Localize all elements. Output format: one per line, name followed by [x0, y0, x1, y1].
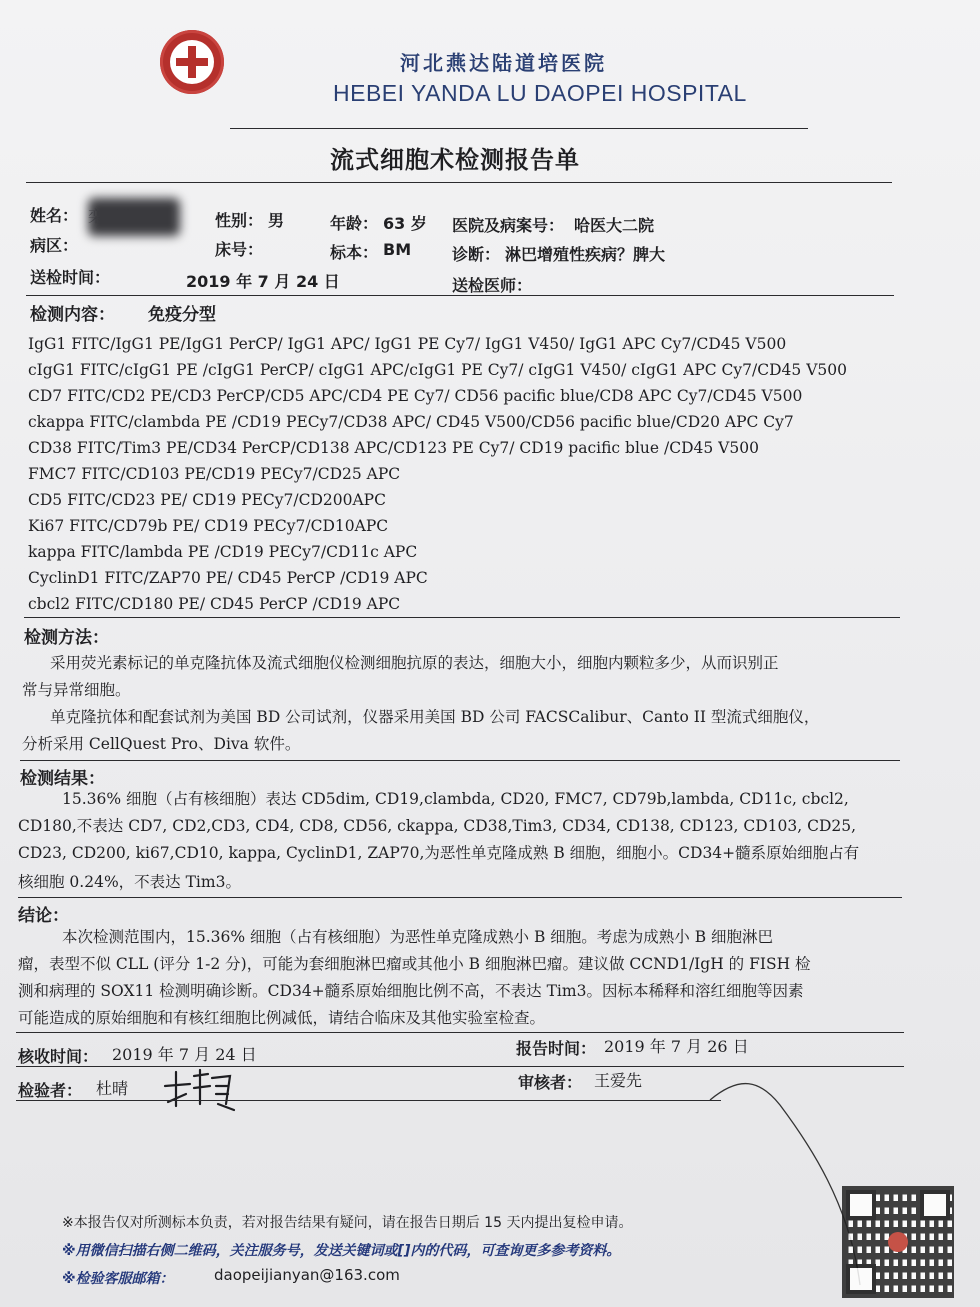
divider: [20, 760, 900, 761]
report-time-label: 报告时间：: [516, 1039, 597, 1058]
qr-code[interactable]: [842, 1186, 954, 1298]
specimen-label: 标本：: [330, 243, 379, 262]
panel-row: IgG1 FITC/IgG1 PE/IgG1 PerCP/ IgG1 APC/ IgG1 PE Cy7/ IgG1 V450/ IgG1 APC Cy7/CD45 V500: [28, 335, 787, 353]
conclusion-line: 可能造成的原始细胞和有核红细胞比例减低，请结合临床及其他实验室检查。: [18, 1009, 546, 1027]
panel-row: CD38 FITC/Tim3 PE/CD34 PerCP/CD138 APC/CD123 PE Cy7/ CD19 pacific blue /CD45 V500: [28, 439, 759, 457]
age-value: 63 岁: [383, 214, 427, 233]
divider: [24, 617, 900, 618]
reviewer-value: 王爱先: [594, 1071, 643, 1090]
age-label: 年龄：: [330, 214, 379, 233]
conclusion-label: 结论：: [18, 906, 69, 926]
specimen-value: BM: [383, 240, 412, 259]
check-time-label: 核收时间：: [18, 1047, 99, 1066]
result-line: CD180,不表达 CD7, CD2,CD3, CD4, CD8, CD56, ckappa, CD38,Tim3, CD34, CD138, CD123, CD103, CD25,: [18, 817, 857, 835]
gender-label: 性别：: [215, 211, 264, 230]
result-line: 核细胞 0.24%，不表达 Tim3。: [18, 873, 241, 891]
tester-label: 检验者：: [18, 1081, 83, 1100]
conclusion-line: 测和病理的 SOX11 检测明确诊断。CD34+髓系原始细胞比例不高，不表达 Tim3。因标本稀释和溶红细胞等因素: [18, 982, 804, 1000]
email-note-label: ※检验客服邮箱：: [62, 1271, 174, 1287]
panel-row: CD5 FITC/CD23 PE/ CD19 PECy7/CD200APC: [28, 491, 386, 509]
name-redaction: [88, 198, 180, 236]
panel-row: Ki67 FITC/CD79b PE/ CD19 PECy7/CD10APC: [28, 517, 389, 535]
submit-time-value: 2019 年 7 月 24 日: [186, 272, 340, 291]
divider: [18, 897, 902, 898]
diagnosis-label: 诊断：: [452, 245, 501, 264]
disclaimer-note: ※本报告仅对所测标本负责，若对报告结果有疑问，请在报告日期后 15 天内提出复检申请。: [62, 1215, 633, 1231]
hospital-name-cn: 河北燕达陆道培医院: [400, 51, 607, 75]
content-label: 检测内容：: [30, 305, 115, 325]
check-time-value: 2019 年 7 月 24 日: [112, 1045, 257, 1064]
divider: [16, 1066, 904, 1067]
conclusion-line: 本次检测范围内，15.36% 细胞（占有核细胞）为恶性单克隆成熟小 B 细胞。考虑为成熟小 B 细胞淋巴: [62, 928, 774, 946]
content-value: 免疫分型: [148, 305, 216, 325]
reviewer-label: 审核者：: [518, 1073, 583, 1092]
service-email[interactable]: daopeijianyan@163.com: [214, 1266, 400, 1284]
result-label: 检测结果：: [20, 769, 105, 789]
panel-row: FMC7 FITC/CD103 PE/CD19 PECy7/CD25 APC: [28, 465, 401, 483]
method-line: 采用荧光素标记的单克隆抗体及流式细胞仪检测细胞抗原的表达，细胞大小，细胞内颗粒多少，从而识别正: [50, 654, 779, 672]
conclusion-line: 瘤，表型不似 CLL (评分 1-2 分)，可能为套细胞淋巴瘤或其他小 B 细胞淋巴瘤。建议做 CCND1/IgH 的 FISH 检: [18, 955, 811, 973]
gender-value: 男: [268, 211, 285, 230]
report-title: 流式细胞术检测报告单: [330, 146, 580, 174]
bed-label: 床号：: [215, 240, 264, 259]
wechat-note: ※用微信扫描右侧二维码，关注服务号，发送关键词或[]内的代码，可查询更多参考资料。: [62, 1243, 621, 1259]
divider: [26, 295, 894, 296]
antibody-panel-list: [28, 331, 847, 617]
name-label: 姓名：: [30, 206, 79, 225]
panel-row: CD7 FITC/CD2 PE/CD3 PerCP/CD5 APC/CD4 PE Cy7/ CD56 pacific blue/CD8 APC Cy7/CD45 V500: [28, 387, 803, 405]
panel-row: CyclinD1 FITC/ZAP70 PE/ CD45 PerCP /CD19 APC: [28, 569, 428, 587]
panel-row: kappa FITC/lambda PE /CD19 PECy7/CD11c APC: [28, 543, 418, 561]
panel-row: cIgG1 FITC/cIgG1 PE /cIgG1 PerCP/ cIgG1 APC/cIgG1 PE Cy7/ cIgG1 V450/ cIgG1 APC Cy7/CD45 V500: [28, 361, 847, 379]
doctor-label: 送检医师：: [452, 276, 533, 295]
tester-value: 杜晴: [96, 1079, 129, 1098]
method-label: 检测方法：: [24, 628, 109, 648]
report-time-value: 2019 年 7 月 26 日: [604, 1037, 749, 1056]
panel-row: ckappa FITC/clambda PE /CD19 PECy7/CD38 APC/ CD45 V500/CD56 pacific blue/CD20 APC Cy7: [28, 413, 794, 431]
method-line: 单克隆抗体和配套试剂为美国 BD 公司试剂，仪器采用美国 BD 公司 FACSCalibur、Canto II 型流式细胞仪，: [50, 708, 820, 726]
hospital-name-en: HEBEI YANDA LU DAOPEI HOSPITAL: [333, 80, 747, 106]
result-line: 15.36% 细胞（占有核细胞）表达 CD5dim, CD19,clambda, CD20, FMC7, CD79b,lambda, CD11c, cbcl2,: [62, 790, 849, 808]
tester-signature: [160, 1064, 240, 1114]
hospital-label: 医院及病案号：: [452, 216, 565, 235]
divider: [16, 1100, 721, 1101]
submit-time-label: 送检时间：: [30, 268, 111, 287]
divider: [26, 182, 892, 183]
method-line: 常与异常细胞。: [22, 681, 131, 699]
method-line: 分析采用 CellQuest Pro、Diva 软件。: [22, 735, 301, 753]
divider: [230, 128, 808, 129]
divider: [16, 1032, 904, 1033]
ward-label: 病区：: [30, 236, 79, 255]
panel-row: cbcl2 FITC/CD180 PE/ CD45 PerCP /CD19 APC: [28, 595, 401, 613]
hospital-logo: [160, 30, 224, 94]
result-line: CD23, CD200, ki67,CD10, kappa, CyclinD1, ZAP70,为恶性单克隆成熟 B 细胞，细胞小。CD34+髓系原始细胞占有: [18, 844, 860, 862]
hospital-value: 哈医大二院: [574, 216, 655, 235]
diagnosis-value: 淋巴增殖性疾病？脾大: [505, 245, 666, 264]
